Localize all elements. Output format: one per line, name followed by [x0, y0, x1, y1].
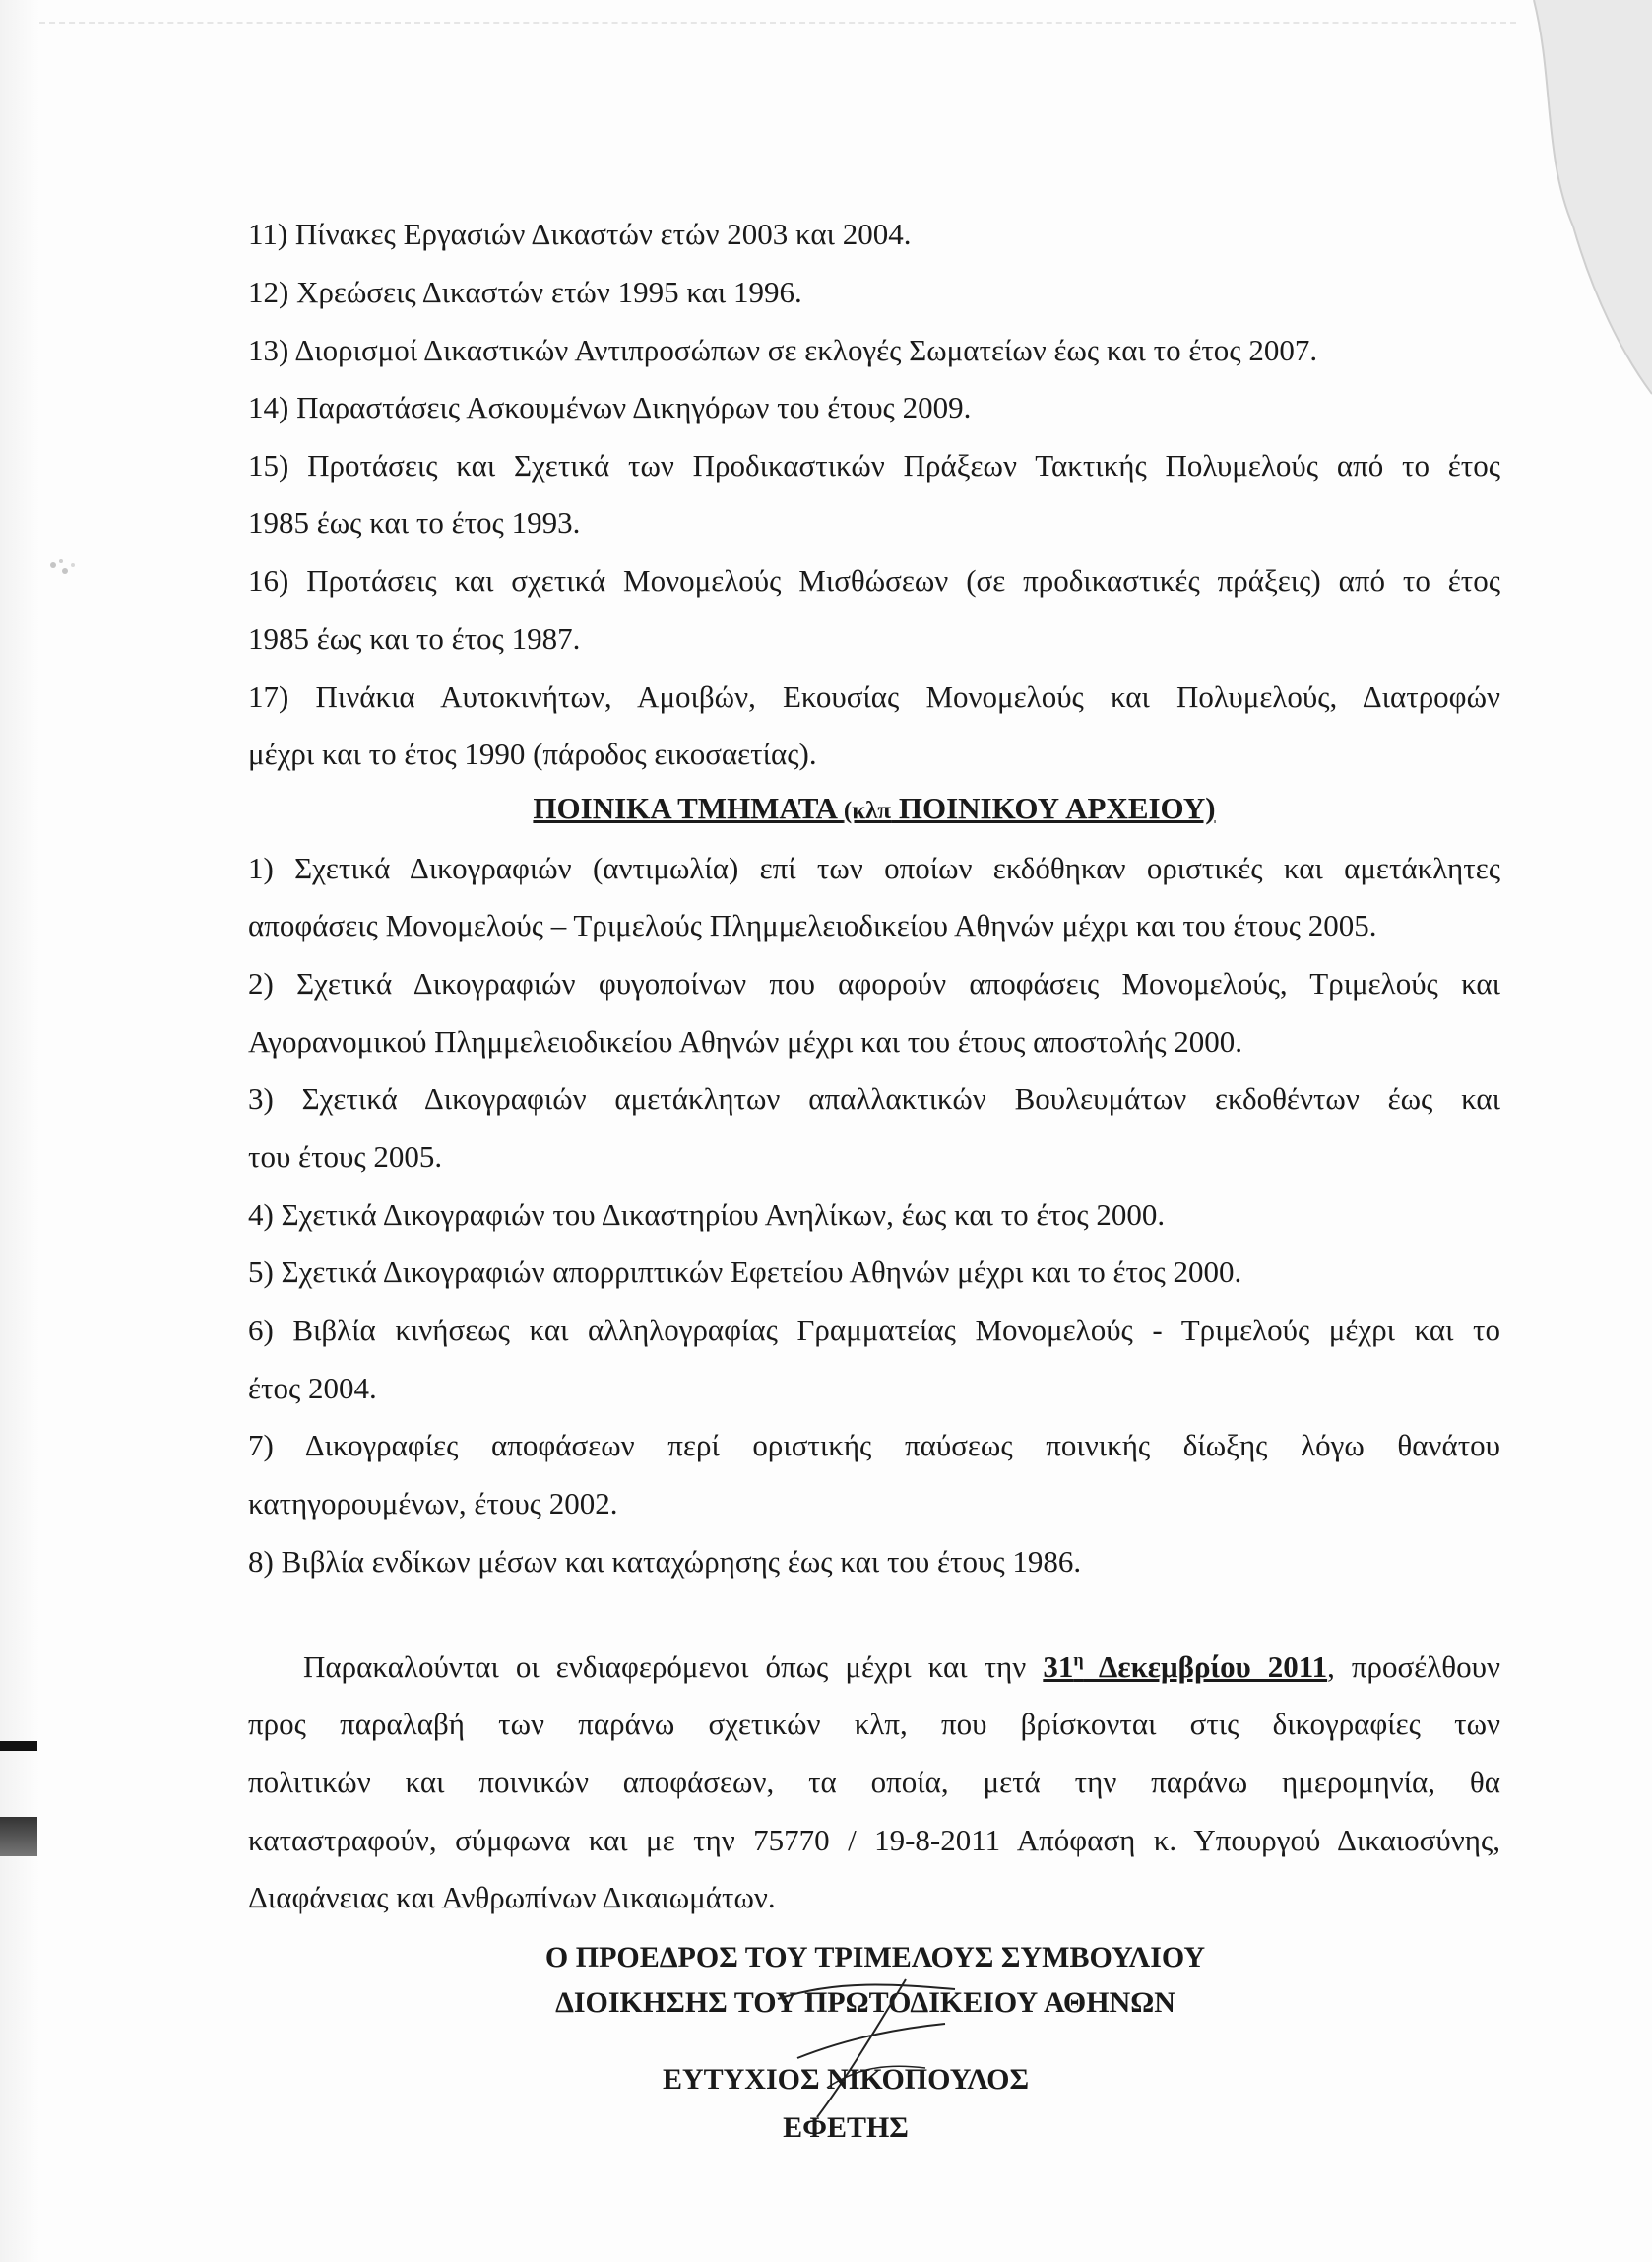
- list-item-continuation: έτος 2004.: [248, 1371, 377, 1405]
- signature-title-line: Ο ΠΡΟΕΔΡΟΣ ΤΟΥ ΤΡΙΜΕΛΟΥΣ ΣΥΜΒΟΥΛΙΟΥ: [544, 1941, 1206, 1973]
- list-item: 17) Πινάκια Αυτοκινήτων, Αμοιβών, Εκουσίας Μονομελούς και Πολυμελούς, Διατροφών: [248, 679, 1500, 714]
- list-item: 16) Προτάσεις και σχετικά Μονομελούς Μισθώσεων (σε προδικαστικές πράξεις) από το έτος: [248, 563, 1500, 598]
- list-item: 4) Σχετικά Δικογραφιών του Δικαστηρίου Ανηλίκων, έως και το έτος 2000.: [248, 1197, 1166, 1232]
- notice-paragraph-line: καταστραφούν, σύμφωνα και με την 75770 / 19-8-2011 Απόφαση κ. Υπουργού Δικαιοσύνης,: [248, 1823, 1500, 1857]
- deadline-date: $31^\eta$ Δεκεμβρίου 2011: [1043, 1649, 1328, 1684]
- signature-title-line: ΔΙΟΙΚΗΣΗΣ ΤΟΥ ΠΡΩΤΟΔΙΚΕΙΟΥ ΑΘΗΝΩΝ: [555, 1986, 1175, 2019]
- signatory-name: ΕΥΤΥΧΙΟΣ ΝΙΚΟΠΟΥΛΟΣ: [662, 2063, 1030, 2096]
- notice-paragraph-line: Παρακαλούνται οι ενδιαφερόμενοι όπως μέχρι και την $31^\eta$ Δεκεμβρίου 2011, προσέλθουν: [303, 1649, 1500, 1684]
- notice-paragraph-line: πολιτικών και ποινικών αποφάσεων, τα οποία, μετά την παράνω ημερομηνία, θα: [248, 1765, 1500, 1799]
- scan-mark: [0, 1741, 37, 1751]
- section-heading: ΠΟΙΝΙΚΑ ΤΜΗΜΑΤΑ (κλπ ΠΟΙΝΙΚΟΥ ΑΡΧΕΙΟΥ): [533, 791, 1216, 825]
- list-item: 12) Χρεώσεις Δικαστών ετών 1995 και 1996.: [248, 275, 802, 309]
- list-item: 15) Προτάσεις και Σχετικά των Προδικαστικών Πράξεων Τακτικής Πολυμελούς από το έτος: [248, 448, 1500, 483]
- scan-smudge: [43, 553, 81, 583]
- list-item: 11) Πίνακες Εργασιών Δικαστών ετών 2003 και 2004.: [248, 217, 912, 251]
- list-item: 13) Διορισμοί Δικαστικών Αντιπροσώπων σε εκλογές Σωματείων έως και το έτος 2007.: [248, 333, 1318, 367]
- scan-left-edge: [0, 0, 39, 2262]
- list-item: 2) Σχετικά Δικογραφιών φυγοποίνων που αφορούν αποφάσεις Μονομελούς, Τριμελούς και: [248, 966, 1500, 1001]
- scan-mark: [0, 1817, 37, 1856]
- list-item: 5) Σχετικά Δικογραφιών απορριπτικών Εφετείου Αθηνών μέχρι και το έτος 2000.: [248, 1255, 1242, 1289]
- list-item-continuation: 1985 έως και το έτος 1987.: [248, 621, 581, 656]
- list-item-continuation: του έτους 2005.: [248, 1139, 443, 1174]
- list-item: 14) Παραστάσεις Ασκουμένων Δικηγόρων του έτους 2009.: [248, 390, 972, 424]
- notice-paragraph-line: Διαφάνειας και Ανθρωπίνων Δικαιωμάτων.: [248, 1880, 776, 1914]
- list-item-continuation: αποφάσεις Μονομελούς – Τριμελούς Πλημμελειοδικείου Αθηνών μέχρι και του έτους 2005.: [248, 908, 1377, 942]
- list-item: 6) Βιβλία κινήσεως και αλληλογραφίας Γραμματείας Μονομελούς - Τριμελούς μέχρι και το: [248, 1313, 1500, 1347]
- notice-paragraph-line: προς παραλαβή των παράνω σχετικών κλπ, που βρίσκονται στις δικογραφίες των: [248, 1707, 1500, 1741]
- list-item-continuation: μέχρι και το έτος 1990 (πάροδος εικοσαετίας).: [248, 737, 817, 771]
- handwritten-signature: [758, 1970, 975, 2127]
- list-item: 3) Σχετικά Δικογραφιών αμετάκλητων απαλλακτικών Βουλευμάτων εκδοθέντων έως και: [248, 1081, 1500, 1116]
- list-item-continuation: Αγορανομικού Πλημμελειοδικείου Αθηνών μέχρι και του έτους αποστολής 2000.: [248, 1024, 1242, 1059]
- list-item: 7) Δικογραφίες αποφάσεων περί οριστικής παύσεως ποινικής δίωξης λόγω θανάτου: [248, 1428, 1500, 1462]
- scan-top-edge: [39, 0, 1516, 24]
- list-item: 1) Σχετικά Δικογραφιών (αντιμωλία) επί των οποίων εκδόθηκαν οριστικές και αμετάκλητες: [248, 851, 1500, 885]
- list-item-continuation: 1985 έως και το έτος 1993.: [248, 505, 581, 540]
- list-item-continuation: κατηγορουμένων, έτους 2002.: [248, 1486, 618, 1520]
- torn-corner-shadow: [1514, 0, 1652, 453]
- list-item: 8) Βιβλία ενδίκων μέσων και καταχώρησης έως και του έτους 1986.: [248, 1544, 1082, 1579]
- signatory-title: ΕΦΕΤΗΣ: [783, 2111, 909, 2144]
